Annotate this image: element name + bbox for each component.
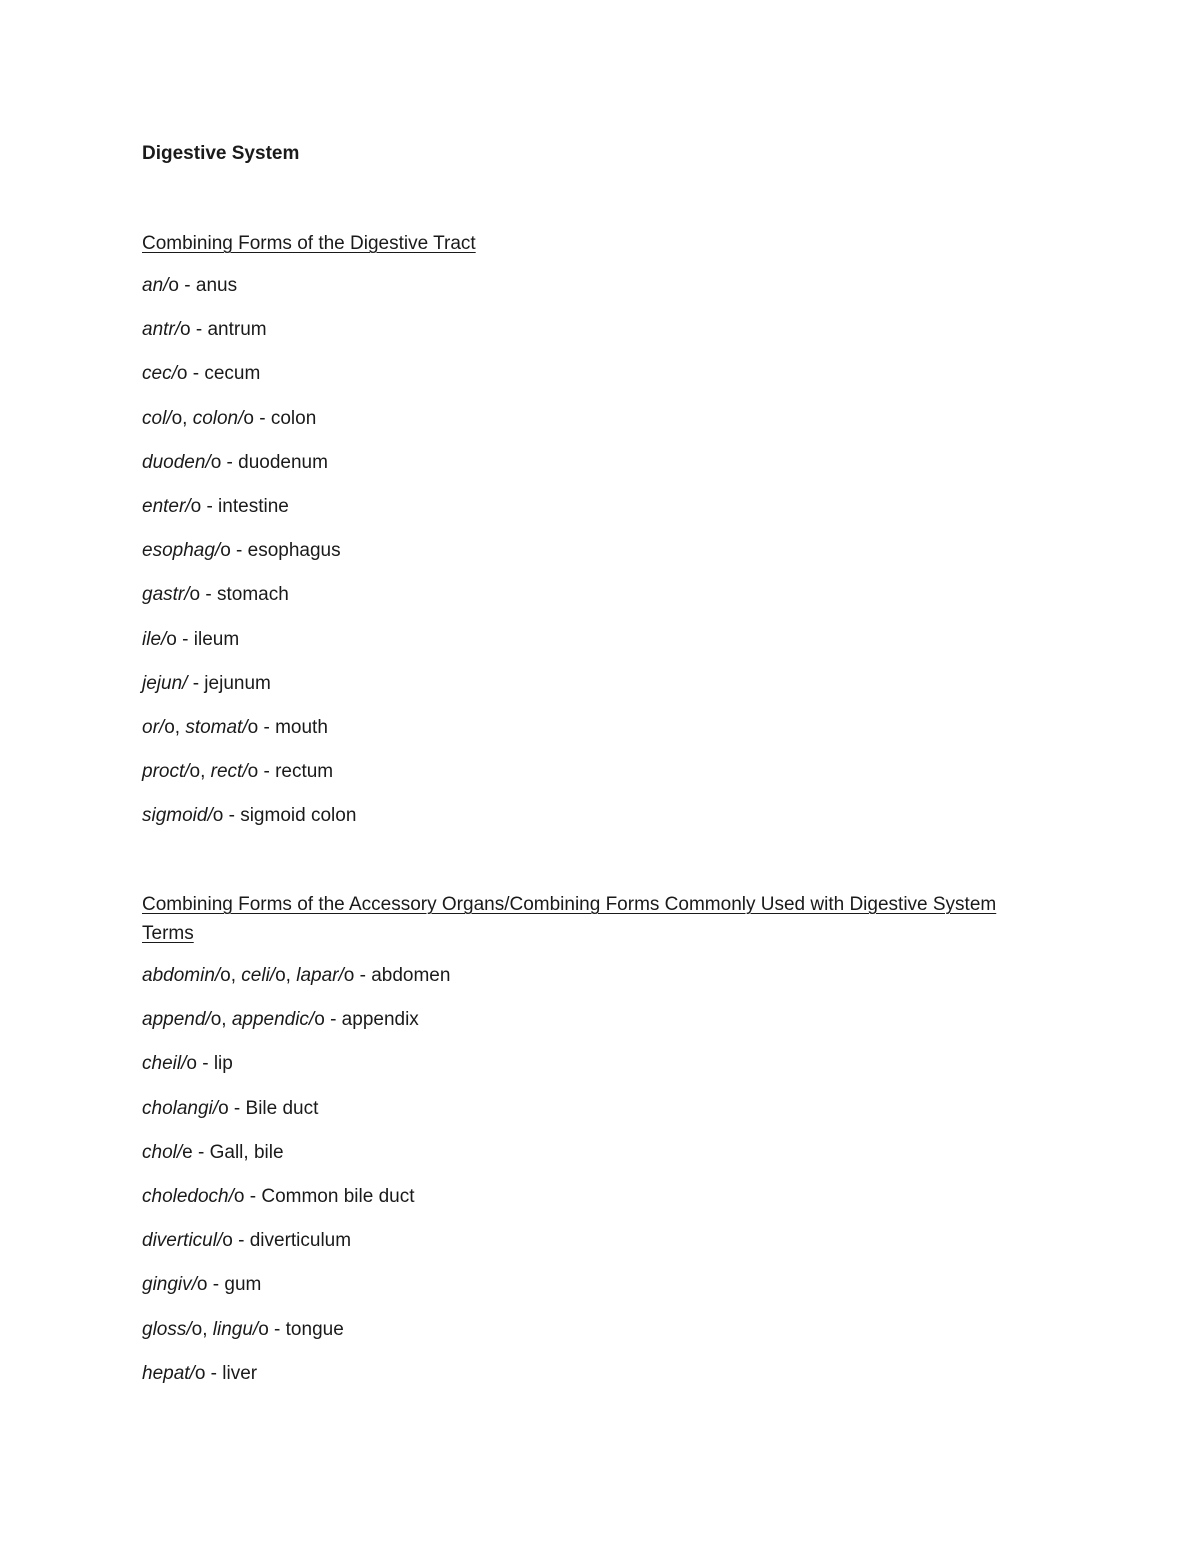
combining-form-root: duoden/ xyxy=(142,452,211,473)
combining-form-root: celi/ xyxy=(241,965,276,986)
term-entry xyxy=(142,582,289,608)
combining-form-root: esophag/ xyxy=(142,540,221,561)
term-entry xyxy=(142,1184,415,1210)
term-definition: - diverticulum xyxy=(232,1230,352,1251)
term-entry xyxy=(142,1361,257,1387)
combining-form-root: hepat/ xyxy=(142,1363,195,1384)
term-entry xyxy=(142,494,289,520)
term-entry xyxy=(142,1007,419,1033)
term-entry xyxy=(142,1096,318,1122)
combining-form-root: abdomin/ xyxy=(142,965,221,986)
combining-vowel: o xyxy=(189,584,201,605)
combining-vowel: o xyxy=(190,496,202,517)
combining-vowel: o xyxy=(247,717,259,738)
term-entry xyxy=(142,715,328,741)
combining-vowel: o xyxy=(196,1274,208,1295)
combining-form-root: append/ xyxy=(142,1009,211,1030)
term-entry xyxy=(142,1317,344,1343)
term-definition: - appendix xyxy=(324,1009,419,1030)
combining-form-root: cholangi/ xyxy=(142,1098,219,1119)
combining-form-root: enter/ xyxy=(142,496,191,517)
combining-form-root: gloss/ xyxy=(142,1319,192,1340)
combining-vowel: o, xyxy=(164,717,186,738)
term-definition: - anus xyxy=(179,275,238,296)
combining-vowel: o, xyxy=(189,761,211,782)
combining-vowel: o, xyxy=(171,408,193,429)
term-definition: - antrum xyxy=(190,319,267,340)
term-entry xyxy=(142,450,328,476)
combining-form-root: or/ xyxy=(142,717,165,738)
term-definition: - mouth xyxy=(258,717,328,738)
combining-vowel: o, xyxy=(220,965,242,986)
combining-form-root: appendic/ xyxy=(231,1009,315,1030)
term-entry xyxy=(142,627,239,653)
section-heading: Combining Forms of the Digestive Tract xyxy=(142,233,476,254)
term-entry xyxy=(142,803,356,829)
term-definition: - stomach xyxy=(200,584,289,605)
term-definition: - rectum xyxy=(258,761,334,782)
combining-form-root: col/ xyxy=(142,408,172,429)
combining-vowel: o xyxy=(258,1319,269,1340)
combining-form-root: colon/ xyxy=(192,408,244,429)
combining-vowel: o xyxy=(194,1363,206,1384)
term-entry xyxy=(142,1272,261,1298)
combining-form-root: stomat/ xyxy=(185,717,248,738)
combining-vowel: o xyxy=(176,363,188,384)
combining-vowel: o xyxy=(247,761,259,782)
term-entry xyxy=(142,538,341,564)
term-entry xyxy=(142,1051,233,1077)
document-title: Digestive System xyxy=(142,143,300,164)
term-definition: - Bile duct xyxy=(228,1098,319,1119)
term-definition: - abdomen xyxy=(354,965,451,986)
term-entry xyxy=(142,406,316,432)
term-definition: - Gall, bile xyxy=(192,1142,284,1163)
combining-vowel: o xyxy=(243,408,254,429)
term-definition: - jejunum xyxy=(187,673,271,694)
term-definition: - colon xyxy=(253,408,317,429)
combining-vowel: o xyxy=(343,965,355,986)
combining-form-root: cheil/ xyxy=(142,1053,187,1074)
combining-form-root: an/ xyxy=(142,275,169,296)
combining-vowel: o xyxy=(218,1098,229,1119)
combining-vowel: o, xyxy=(275,965,297,986)
term-definition: - gum xyxy=(207,1274,262,1295)
term-entry xyxy=(142,361,260,387)
combining-form-root: gingiv/ xyxy=(142,1274,197,1295)
combining-form-root: rect/ xyxy=(210,761,248,782)
term-definition: - liver xyxy=(205,1363,258,1384)
section-heading: Combining Forms of the Accessory Organs/Combining Forms Commonly Used with Digestive System Terms xyxy=(142,894,997,944)
term-entry xyxy=(142,963,450,989)
term-definition: - ileum xyxy=(176,629,240,650)
term-definition: - esophagus xyxy=(230,540,341,561)
combining-vowel: o xyxy=(180,319,191,340)
combining-vowel: o xyxy=(186,1053,197,1074)
combining-form-root: lingu/ xyxy=(212,1319,259,1340)
term-entry xyxy=(142,1228,351,1254)
combining-vowel: o xyxy=(212,805,224,826)
combining-vowel: o xyxy=(220,540,231,561)
combining-form-root: sigmoid/ xyxy=(142,805,213,826)
combining-vowel: o xyxy=(210,452,222,473)
term-entry xyxy=(142,317,267,343)
combining-vowel: o xyxy=(166,629,177,650)
term-definition: - tongue xyxy=(268,1319,344,1340)
term-entry xyxy=(142,671,271,697)
combining-form-root: gastr/ xyxy=(142,584,190,605)
combining-form-root: proct/ xyxy=(142,761,190,782)
term-definition: - lip xyxy=(196,1053,233,1074)
combining-form-root: cec/ xyxy=(142,363,177,384)
term-definition: - Common bile duct xyxy=(244,1186,415,1207)
combining-form-root: choledoch/ xyxy=(142,1186,234,1207)
combining-vowel: o xyxy=(314,1009,325,1030)
combining-form-root: chol/ xyxy=(142,1142,183,1163)
term-entry xyxy=(142,273,237,299)
combining-vowel: o, xyxy=(210,1009,232,1030)
combining-form-root: ile/ xyxy=(142,629,167,650)
combining-vowel: o xyxy=(168,275,179,296)
term-definition: - intestine xyxy=(201,496,289,517)
term-entry xyxy=(142,759,333,785)
combining-vowel: o xyxy=(222,1230,233,1251)
combining-form-root: lapar/ xyxy=(296,965,344,986)
term-definition: - sigmoid colon xyxy=(223,805,357,826)
combining-vowel: o, xyxy=(191,1319,213,1340)
combining-form-root: jejun/ xyxy=(142,673,188,694)
combining-form-root: antr/ xyxy=(142,319,181,340)
combining-vowel: o xyxy=(233,1186,245,1207)
combining-vowel: e xyxy=(182,1142,193,1163)
combining-form-root: diverticul/ xyxy=(142,1230,223,1251)
term-definition: - duodenum xyxy=(221,452,328,473)
term-entry xyxy=(142,1140,284,1166)
term-definition: - cecum xyxy=(187,363,261,384)
